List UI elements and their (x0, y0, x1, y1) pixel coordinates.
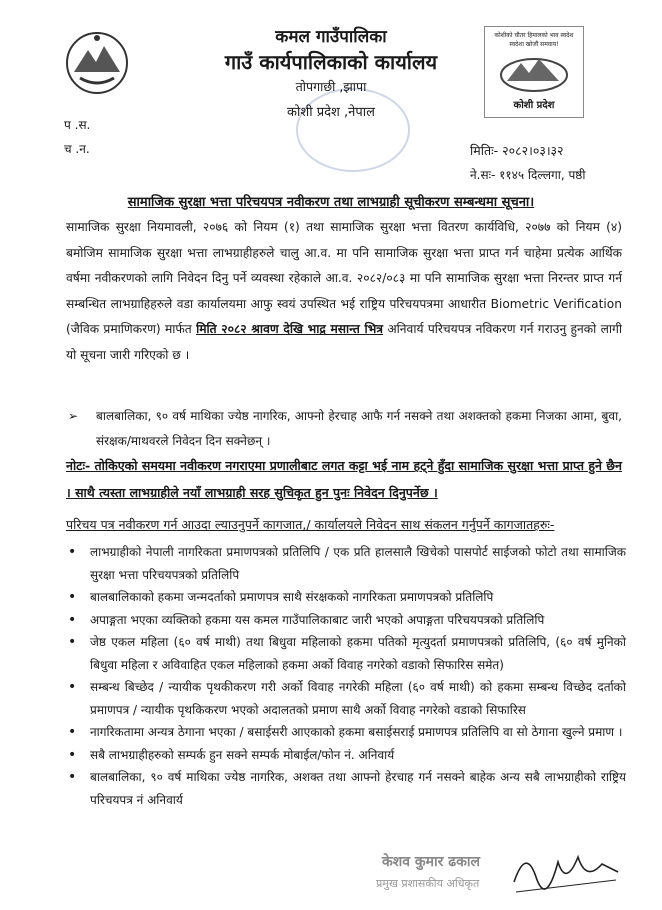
bullet-icon: • (68, 611, 77, 628)
dispatch-number-label: च .न. (64, 142, 90, 156)
signatory-name: केशव कुमार ढकाल (382, 854, 481, 870)
bullet-icon: • (68, 724, 77, 740)
logo-caption: कोशी प्रदेश (513, 100, 555, 111)
office-stamp (296, 88, 410, 172)
bullet-icon: • (68, 634, 77, 650)
signatory-designation: प्रमुख प्रशासकीय अधिकृत (376, 877, 480, 890)
warning-note: नोटः- तोकिएको समयमा नवीकरण नगराएमा प्रणालीबाट लगत कट्टा भई नाम हट्ने हुँदा सामाजिक सुरक्षा भत्ता प्राप्त हुने छैन । साथै त्यस्ता लाभग्राहीले नयाँ लाभग्राही सरह सुचिकृत हुन पुनः निवेदन दिनुपर्नेछ । (66, 458, 622, 500)
list-item: • नागरिकतामा अन्यत्र ठेगाना भएका / बसाईसरी आएकाको हकमा बसाईसराई प्रमाणपत्र प्रतिलिपि वा सो ठेगाना खुल्ने प्रमाण । (60, 721, 626, 744)
required-documents-list (60, 541, 626, 811)
arrow-bullet-icon: ➢ (68, 409, 79, 423)
bullet-icon: • (68, 769, 77, 785)
body-text-a: सामाजिक सुरक्षा नियमावली, २०७६ को नियम (१) तथा सामाजिक सुरक्षा भत्ता वितरण कार्यविधि, २०७७ को नियम (४) बमोजिम सामाजिक सुरक्षा भत्ता लाभग्राहीहरुले चालु आ.व. मा पनि सामाजिक सुरक्षा भत्ता प्राप्त गर्न चाहेमा प्रत्येक आर्थिक वर्षमा नवीकरणको लागि निवेदन दिनु पर्ने व्यवस्था रहेकाले आ.व. २०८२/०८३ मा पनि सामाजिक सुरक्षा भत्ता निरन्तर प्राप्त गर्न सम्बन्धित लाभग्राहिहरुले वडा कार्यालयमा आफु स्वयं उपस्थित भई राष्ट्रिय परिचयपत्रमा आधारीत Biometric Verification (जैविक प्रमाणिकरण) मार्फत (66, 220, 622, 336)
bullet-icon: • (68, 544, 77, 560)
required-documents-heading: परिचय पत्र नवीकरण गर्न आउदा ल्याउनुपर्ने कागजात,/ कार्यालयले निवेदन साथ संकलन गर्नुपर्ने कागजातहरुः- (66, 517, 555, 532)
guardian-note-text: बालबालिका, ९० वर्ष माथिका ज्येष्ठ नागरिक, आफ्नो हेरचाह आफै गर्न नसक्ने तथा अशक्तको हकमा निजका आमा, बुवा, संरक्षक/माथवरले निवेदन दिन सक्नेछन् । (96, 409, 622, 448)
handwritten-signature (506, 842, 626, 900)
municipality-name: कमल गाउँपालिका (275, 27, 387, 47)
notice-title: सामाजिक सुरक्षा भत्ता परिचयपत्र नवीकरण तथा लाभग्राही सूचीकरण सम्बन्धमा सूचना। (127, 195, 535, 210)
guardian-note (66, 404, 622, 454)
office-location: तोपगाछी ,झापा (295, 79, 367, 94)
list-item: • सबै लाभग्राहीहरुको सम्पर्क हुन सक्ने सम्पर्क मोबाईल/फोन नं. अनिवार्य (60, 744, 626, 767)
list-item: • अपाङ्गता भएका व्यक्तिको हकमा यस कमल गाउँपालिकाबाट जारी भएको अपाङ्गता परिचयपत्रको प्रतिलिपि (60, 609, 626, 632)
list-item: • जेष्ठ एकल महिला (६० वर्ष माथी) तथा बिधुवा महिलाको हकमा पतिको मृत्युदर्ता प्रमाणपत्रको प्रतिलिपि, (६० वर्ष मुनिको बिधुवा महिला र अविवाहित एकल महिलाको हकमा अर्को विवाह नगरेको वडाको सिफारिस समेत) (60, 631, 626, 676)
bullet-icon: • (68, 746, 77, 763)
reference-number-label: प .स. (64, 118, 91, 132)
office-name: गाउँ कार्यपालिकाको कार्यालय (224, 50, 438, 74)
renewal-deadline: मिति २०८२ श्रावण देखि भाद्र मसान्त भित्र (196, 322, 383, 336)
body-text-b: अनिवार्य परिचयपत्र नविकरण गर्न गराउनु हुनको लागी यो सूचना जारी गरिएको छ । (66, 322, 623, 362)
bullet-icon: • (68, 589, 77, 605)
logo-slogan: कोशीको चौतर हिमालको भाव स्वदेश स्वदेशा खोजौं समवाय! (494, 32, 574, 48)
notice-body (66, 215, 622, 368)
list-item: • बालबालिका, ९० वर्ष माथिका ज्येष्ठ नागरिक, अशक्त तथा आफ्नो हेरचाह गर्न नसक्ने बाहेक अन्य सबै लाभग्राहीको राष्ट्रिय परिचयपत्र नं अनिवार्य (60, 766, 626, 811)
list-item: • बालबालिकाको हकमा जन्मदर्ताको प्रमाणपत्र साथै संरक्षकको नागरिकता प्रमाणपत्रको प्रतिलिपि (60, 586, 626, 609)
province-line: कोशी प्रदेश ,नेपाल (287, 105, 375, 120)
notice-date: मितिः- २०८२।०३।३२ (470, 143, 564, 158)
list-item: • लाभग्राहीको नेपाली नागरिकता प्रमाणपत्रको प्रतिलिपि / एक प्रति हालसालै खिचेको पासपोर्ट साईजको फोटो तथा सामाजिक सुरक्षा भत्ता परिचयपत्रको प्रतिलिपि (60, 541, 626, 586)
list-item: • सम्बन्ध बिच्छेद / न्यायीक पृथकीकरण गरी अर्को विवाह नगरेकी महिला (६० वर्ष माथी) को हकमा सम्बन्ध विच्छेद दर्ताको प्रमाणपत्र / न्यायीक पृथकिकरण भएको अदालतको प्रमाण साथै अर्को विवाह नगरेको वडाको सिफारिस (60, 676, 626, 721)
bullet-icon: • (68, 679, 77, 695)
receipt-line: ने.सः- ११४५ दिल्लगा, पष्ठी (470, 168, 586, 182)
